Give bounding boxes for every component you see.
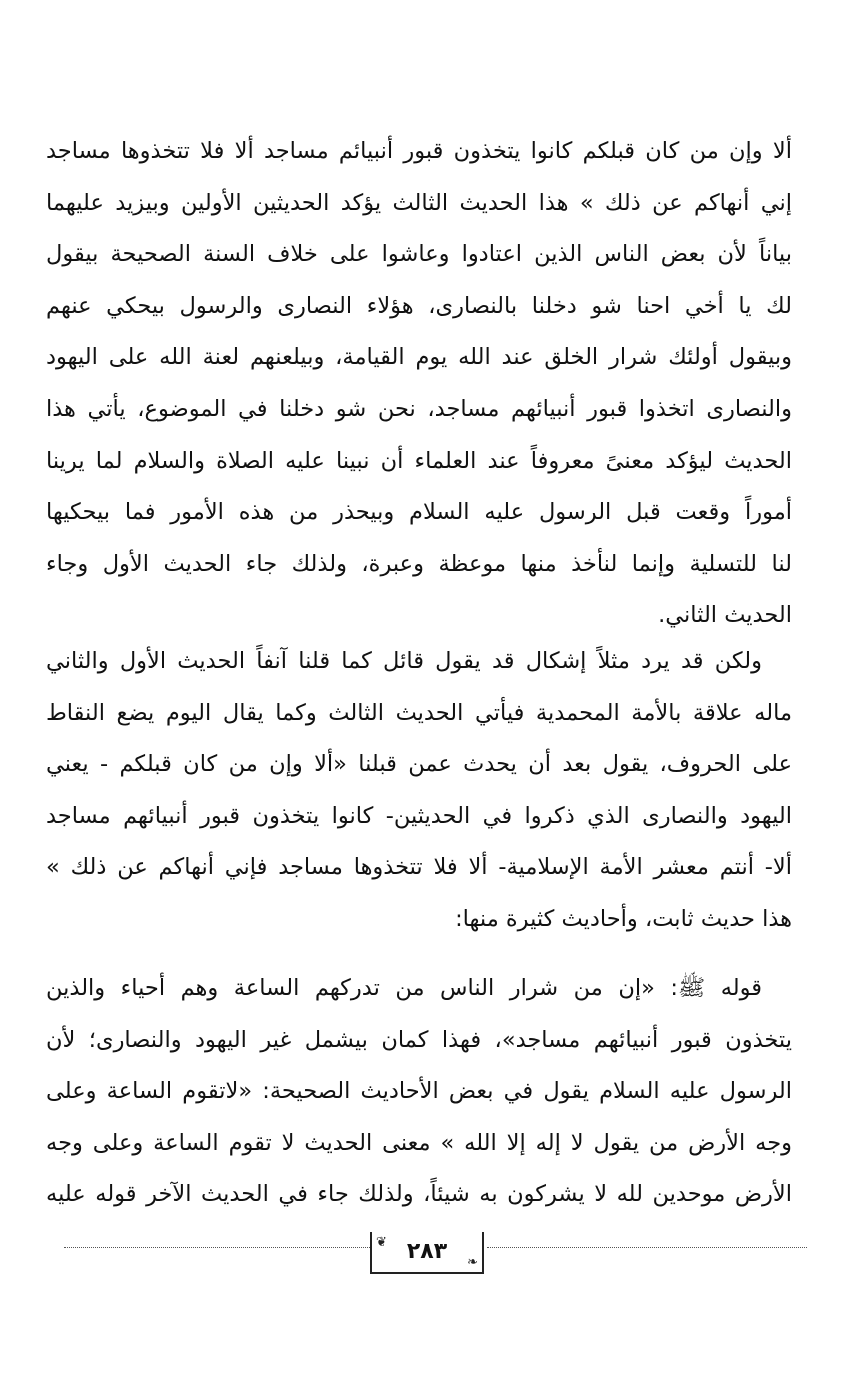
text-line: وجه الأرض من يقول لا إله إلا الله » معنى الحديث لا تقوم الساعة وعلى وجه [46,1129,792,1156]
text-line: على الحروف، يقول بعد أن يحدث عمن قبلنا «ألا وإن من كان قبلكم - يعني [46,751,792,778]
text-line: هذا حديث ثابت، وأحاديث كثيرة منها: [455,905,792,932]
text-line: بياناً لأن بعض الناس الذين اعتادوا وعاشوا على خلاف السنة الصحيحة بيقول [46,241,792,268]
text-line: قوله ﷺ: «إن من شرار الناس من تدركهم الساعة وهم أحياء والذين [46,975,762,1001]
text-line: ماله علاقة بالأمة المحمدية فيأتي الحديث الثالث وكما يقال اليوم يضع النقاط [46,699,792,726]
ornament-icon: ❧ [467,1255,478,1270]
text-line: وبيقول أولئك شرار الخلق عند الله يوم القيامة، وبيلعنهم لعنة الله على اليهود [46,344,792,371]
text-line: لنا للتسلية وإنما لنأخذ منها موعظة وعبرة، ولذلك جاء الحديث الأول وجاء [46,550,792,577]
paragraph-2 [46,636,792,946]
text-line: الأرض موحدين لله لا يشركون به شيئاً، ولذلك جاء في الحديث الآخر قوله عليه [46,1181,792,1208]
text-line: أموراً وقعت قبل الرسول عليه السلام وبيحذر من هذه الأمور فما بيحكيها [46,499,792,526]
text-line: ألا وإن من كان قبلكم كانوا يتخذون قبور أنبيائم مساجد ألا فلا تتخذوها مساجد [46,138,792,164]
paragraph-1 [46,126,792,642]
page-number-frame [370,1232,484,1274]
text-line: ألا- أنتم معشر الأمة الإسلامية- ألا فلا تتخذوها مساجد فإني أنهاكم عن ذلك » [46,854,792,881]
text-line: والنصارى اتخذوا قبور أنبيائهم مساجد، نحن شو دخلنا في الموضوع، يأتي هذا [46,395,792,422]
page-number: ٢٨٣ [406,1239,448,1264]
ornament-icon: ❦ [376,1235,387,1250]
text-line: الحديث ليؤكد معنىً معروفاً عند العلماء أن نبينا عليه الصلاة والسلام لما يرينا [46,447,792,474]
paragraph-3 [46,963,792,1221]
text-line: اليهود والنصارى الذي ذكروا في الحديثين- كانوا يتخذون قبور أنبيائهم مساجد [46,802,792,829]
text-line: لك يا أخي احنا شو دخلنا بالنصارى، هؤلاء النصارى والرسول بيحكي عنهم [46,292,792,319]
footer-dotted-rule-right [487,1247,807,1248]
text-line: يتخذون قبور أنبيائهم مساجد»، فهذا كمان بيشمل غير اليهود والنصارى؛ لأن [46,1026,792,1053]
text-line: الرسول عليه السلام يقول في بعض الأحاديث الصحيحة: «لاتقوم الساعة وعلى [46,1078,792,1105]
text-line: ولكن قد يرد مثلاً إشكال قد يقول قائل كما قلنا آنفاً الحديث الأول والثاني [46,648,762,674]
text-line: الحديث الثاني. [658,602,792,629]
footer-dotted-rule-left [64,1247,370,1248]
text-line: إني أنهاكم عن ذلك » هذا الحديث الثالث يؤكد الحديثين الأولين وبيزيد عليهما [46,189,792,216]
